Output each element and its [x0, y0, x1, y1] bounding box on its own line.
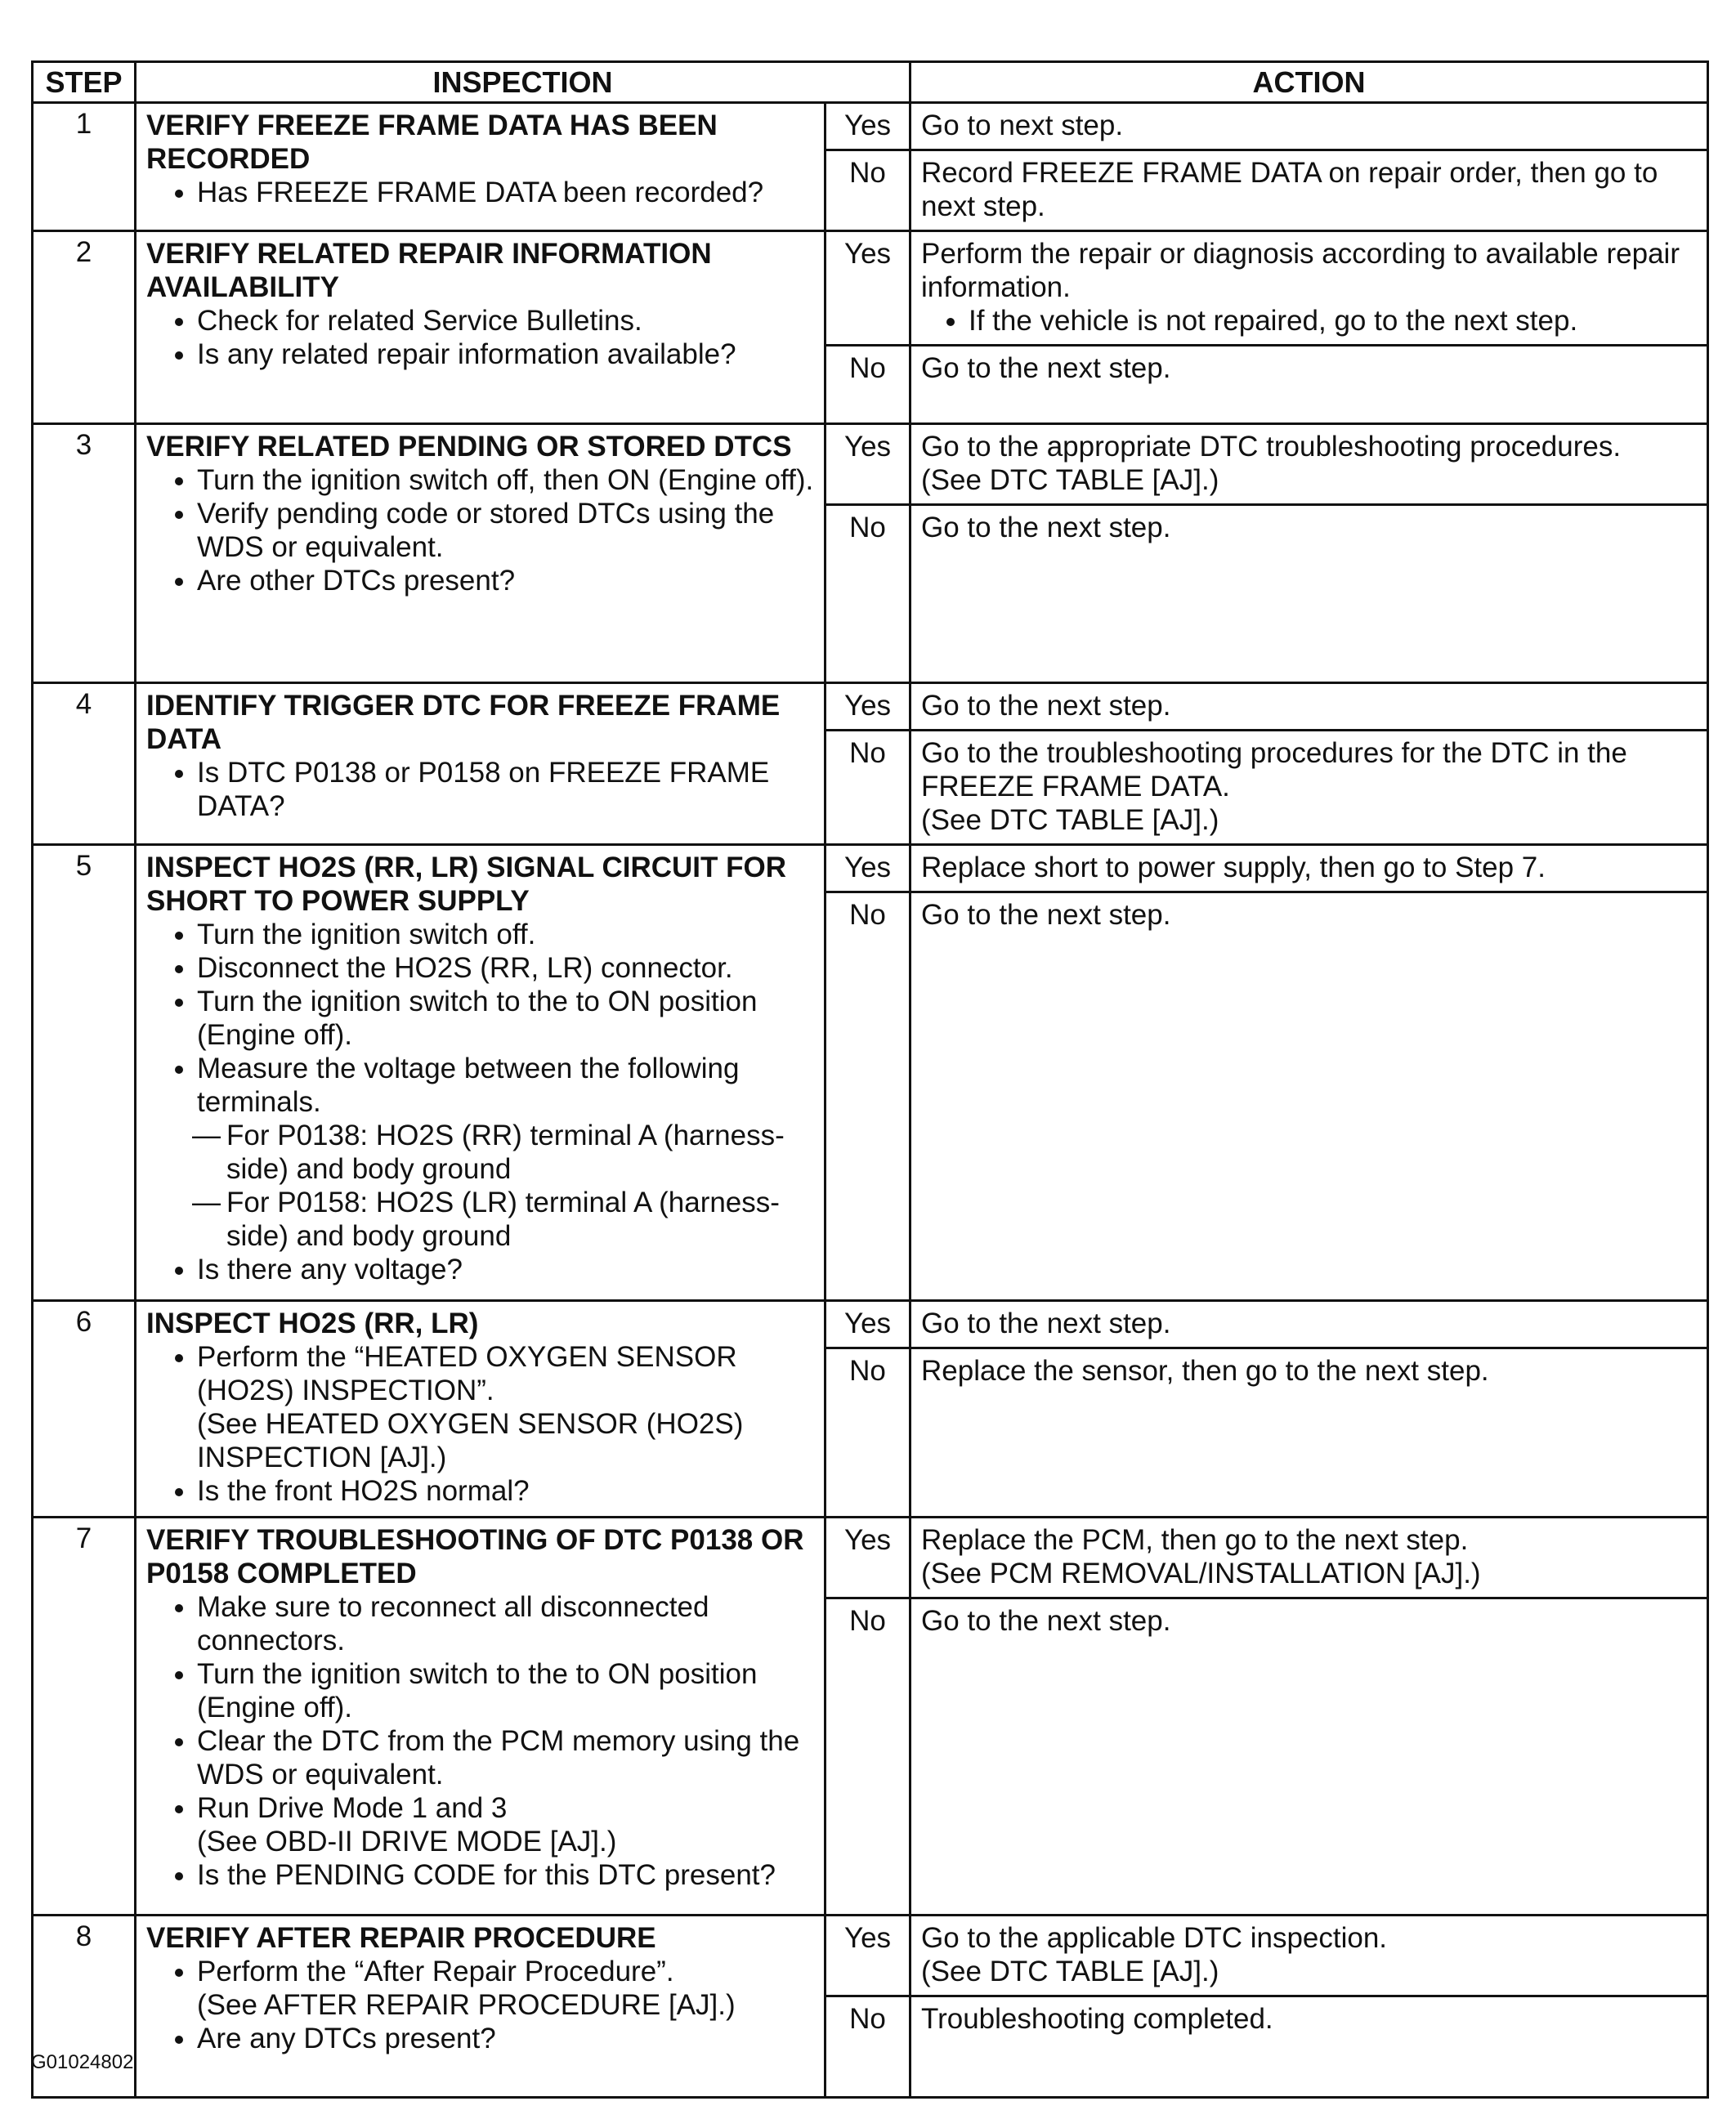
yes-label: Yes: [825, 231, 911, 346]
inspection-title: VERIFY AFTER REPAIR PROCEDURE: [146, 1922, 656, 1954]
no-label: No: [825, 1996, 911, 2098]
inspection-item-text: Run Drive Mode 1 and 3: [197, 1792, 508, 1824]
step-row: [33, 103, 1708, 150]
inspection-title: INSPECT HO2S (RR, LR): [146, 1308, 479, 1339]
step-number: 6: [33, 1301, 136, 1518]
yes-action-text: Go to the next step.: [921, 1308, 1171, 1339]
inspection-item-text: Perform the “HEATED OXYGEN SENSOR (HO2S) INSPECTION”.: [197, 1341, 737, 1406]
inspection-cell: [136, 1518, 825, 1916]
inspection-cell: [136, 845, 825, 1301]
no-action-text: Replace the sensor, then go to the next step.: [921, 1355, 1489, 1388]
inspection-cell: [136, 231, 825, 424]
yes-action: [911, 103, 1708, 150]
inspection-title: VERIFY RELATED PENDING OR STORED DTCS: [146, 431, 792, 463]
inspection-item: [197, 1590, 817, 1657]
no-action: [911, 1996, 1708, 2098]
yes-action-text: Go to the next step.: [921, 690, 1171, 722]
inspection-cell: [136, 424, 825, 683]
header-inspection: INSPECTION: [136, 62, 911, 103]
yes-action: [911, 1916, 1708, 1996]
step-row: [33, 1916, 1708, 1996]
inspection-item: [197, 1791, 817, 1858]
troubleshooting-table: [31, 60, 1709, 2099]
step-row: [33, 231, 1708, 346]
yes-action-text: Go to the applicable DTC inspection.: [921, 1922, 1388, 1954]
step-row: [33, 1518, 1708, 1598]
inspection-item-reference: (See HEATED OXYGEN SENSOR (HO2S) INSPECTION [AJ].): [197, 1408, 744, 1473]
inspection-subitem: — For P0158: HO2S (LR) terminal A (harness-side) and body ground: [226, 1186, 817, 1253]
inspection-list: [146, 304, 817, 371]
no-action: [911, 150, 1708, 231]
inspection-item-text: Is there any voltage?: [197, 1254, 463, 1285]
step-number: 2: [33, 231, 136, 424]
inspection-item: [197, 2022, 817, 2055]
inspection-item-text: Verify pending code or stored DTCs using the WDS or equivalent.: [197, 498, 775, 563]
step-number: 8: [33, 1916, 136, 2098]
yes-action-text: Replace short to power supply, then go to Step 7.: [921, 852, 1546, 883]
steps-body: [33, 103, 1708, 2098]
no-label: No: [825, 731, 911, 845]
yes-action: [911, 424, 1708, 505]
header-row: [33, 62, 1708, 103]
inspection-list: [146, 918, 817, 1286]
inspection-cell: [136, 1301, 825, 1518]
yes-action-text: Go to the appropriate DTC troubleshooting procedures.: [921, 431, 1622, 463]
inspection-item-text: Clear the DTC from the PCM memory using the WDS or equivalent.: [197, 1725, 800, 1790]
yes-action: [911, 845, 1708, 892]
inspection-item: [197, 1253, 817, 1286]
inspection-item-reference: (See OBD-II DRIVE MODE [AJ].): [197, 1826, 617, 1858]
no-label: No: [825, 892, 911, 1301]
inspection-title: VERIFY FREEZE FRAME DATA HAS BEEN RECORDED: [146, 110, 718, 175]
inspection-item: [197, 985, 817, 1052]
yes-action-text: Replace the PCM, then go to the next step.: [921, 1524, 1469, 1556]
no-action: [911, 1348, 1708, 1518]
no-label: No: [825, 1348, 911, 1518]
no-action-text: Go to the next step.: [921, 1605, 1171, 1637]
yes-action-text: Perform the repair or diagnosis according to available repair information.: [921, 238, 1680, 303]
inspection-item-text: Check for related Service Bulletins.: [197, 305, 642, 337]
figure-code: G01024802: [31, 2051, 134, 2073]
no-action-text: Troubleshooting completed.: [921, 2003, 1273, 2035]
inspection-item-text: Turn the ignition switch off.: [197, 919, 536, 950]
inspection-item: [197, 1858, 817, 1892]
inspection-item-text: Perform the “After Repair Procedure”.: [197, 1956, 674, 1987]
inspection-item-text: Has FREEZE FRAME DATA been recorded?: [197, 177, 764, 208]
inspection-list: [146, 756, 817, 823]
yes-action: [911, 231, 1708, 346]
step-number: 5: [33, 845, 136, 1301]
inspection-item: [197, 176, 817, 209]
no-action: [911, 1598, 1708, 1916]
inspection-item: [197, 304, 817, 338]
inspection-title: IDENTIFY TRIGGER DTC FOR FREEZE FRAME DATA: [146, 690, 781, 755]
no-action: [911, 892, 1708, 1301]
inspection-item-text: Turn the ignition switch to the to ON position (Engine off).: [197, 1658, 758, 1723]
inspection-subitem: — For P0138: HO2S (RR) terminal A (harness-side) and body ground: [226, 1119, 817, 1186]
no-action-text: Go to the next step.: [921, 899, 1171, 931]
inspection-list: [146, 176, 817, 209]
inspection-list: [146, 1955, 817, 2055]
no-label: No: [825, 1598, 911, 1916]
inspection-item-text: Is the front HO2S normal?: [197, 1475, 530, 1507]
inspection-item-text: Turn the ignition switch to the to ON position (Engine off).: [197, 986, 758, 1051]
inspection-item-text: Is the PENDING CODE for this DTC present?: [197, 1859, 776, 1891]
header-action: ACTION: [911, 62, 1708, 103]
yes-action: [911, 683, 1708, 731]
step-row: [33, 424, 1708, 505]
step-number: 4: [33, 683, 136, 845]
yes-action-text: Go to next step.: [921, 110, 1124, 141]
inspection-item-text: Measure the voltage between the following terminals.: [197, 1053, 740, 1118]
inspection-title: VERIFY RELATED REPAIR INFORMATION AVAILABILITY: [146, 238, 712, 303]
inspection-item: [197, 1657, 817, 1724]
inspection-item: [197, 1724, 817, 1791]
inspection-item: [197, 463, 817, 497]
inspection-item: [197, 1474, 817, 1508]
inspection-cell: [136, 683, 825, 845]
no-action: [911, 505, 1708, 683]
inspection-item-text: Is any related repair information available?: [197, 338, 736, 370]
yes-label: Yes: [825, 845, 911, 892]
yes-action: [911, 1301, 1708, 1348]
inspection-item-text: Are other DTCs present?: [197, 565, 516, 597]
no-action: [911, 346, 1708, 424]
yes-action: [911, 1518, 1708, 1598]
inspection-item-text: Make sure to reconnect all disconnected connectors.: [197, 1591, 709, 1656]
troubleshooting-document: [31, 60, 1707, 2099]
no-label: No: [825, 150, 911, 231]
inspection-item-text: Are any DTCs present?: [197, 2023, 496, 2054]
yes-action-item: • If the vehicle is not repaired, go to the next step.: [969, 304, 1700, 338]
no-action-text: Record FREEZE FRAME DATA on repair order, then go to next step.: [921, 157, 1658, 222]
no-action: [911, 731, 1708, 845]
yes-action-list: [921, 304, 1700, 338]
yes-label: Yes: [825, 683, 911, 731]
step-number: 3: [33, 424, 136, 683]
yes-label: Yes: [825, 1916, 911, 1996]
yes-label: Yes: [825, 103, 911, 150]
step-row: [33, 683, 1708, 731]
inspection-item-text: Disconnect the HO2S (RR, LR) connector.: [197, 952, 733, 984]
inspection-title: VERIFY TROUBLESHOOTING OF DTC P0138 OR P0158 COMPLETED: [146, 1524, 804, 1589]
header-step: STEP: [33, 62, 136, 103]
inspection-item: [197, 756, 817, 823]
inspection-list: [146, 1590, 817, 1892]
no-label: No: [825, 346, 911, 424]
no-action-text: (See DTC TABLE [AJ].): [921, 804, 1219, 836]
inspection-cell: [136, 103, 825, 231]
yes-action-text: (See PCM REMOVAL/INSTALLATION [AJ].): [921, 1558, 1481, 1589]
inspection-item-reference: (See AFTER REPAIR PROCEDURE [AJ].): [197, 1989, 736, 2021]
inspection-item: [197, 1955, 817, 2022]
no-action-text: Go to the next step.: [921, 512, 1171, 543]
step-number: 1: [33, 103, 136, 231]
inspection-item: [197, 951, 817, 985]
yes-action-text: (See DTC TABLE [AJ].): [921, 1956, 1219, 1987]
no-action-text: Go to the next step.: [921, 352, 1171, 384]
inspection-list: [146, 1340, 817, 1508]
yes-action-text: (See DTC TABLE [AJ].): [921, 464, 1219, 496]
inspection-cell: [136, 1916, 825, 2098]
inspection-item: [197, 1052, 817, 1253]
inspection-item: [197, 1340, 817, 1474]
step-number: 7: [33, 1518, 136, 1916]
inspection-item-text: Turn the ignition switch off, then ON (Engine off).: [197, 464, 814, 496]
inspection-item: [197, 497, 817, 564]
yes-label: Yes: [825, 1518, 911, 1598]
no-action-text: Go to the troubleshooting procedures for the DTC in the FREEZE FRAME DATA.: [921, 737, 1627, 802]
inspection-title: INSPECT HO2S (RR, LR) SIGNAL CIRCUIT FOR SHORT TO POWER SUPPLY: [146, 852, 786, 917]
no-label: No: [825, 505, 911, 683]
step-row: [33, 845, 1708, 892]
inspection-item: [197, 918, 817, 951]
yes-label: Yes: [825, 1301, 911, 1348]
step-row: [33, 1301, 1708, 1348]
yes-label: Yes: [825, 424, 911, 505]
inspection-item-text: Is DTC P0138 or P0158 on FREEZE FRAME DATA?: [197, 757, 770, 822]
inspection-list: [146, 463, 817, 597]
inspection-item: [197, 338, 817, 371]
inspection-sublist: [197, 1119, 817, 1253]
inspection-item: [197, 564, 817, 597]
